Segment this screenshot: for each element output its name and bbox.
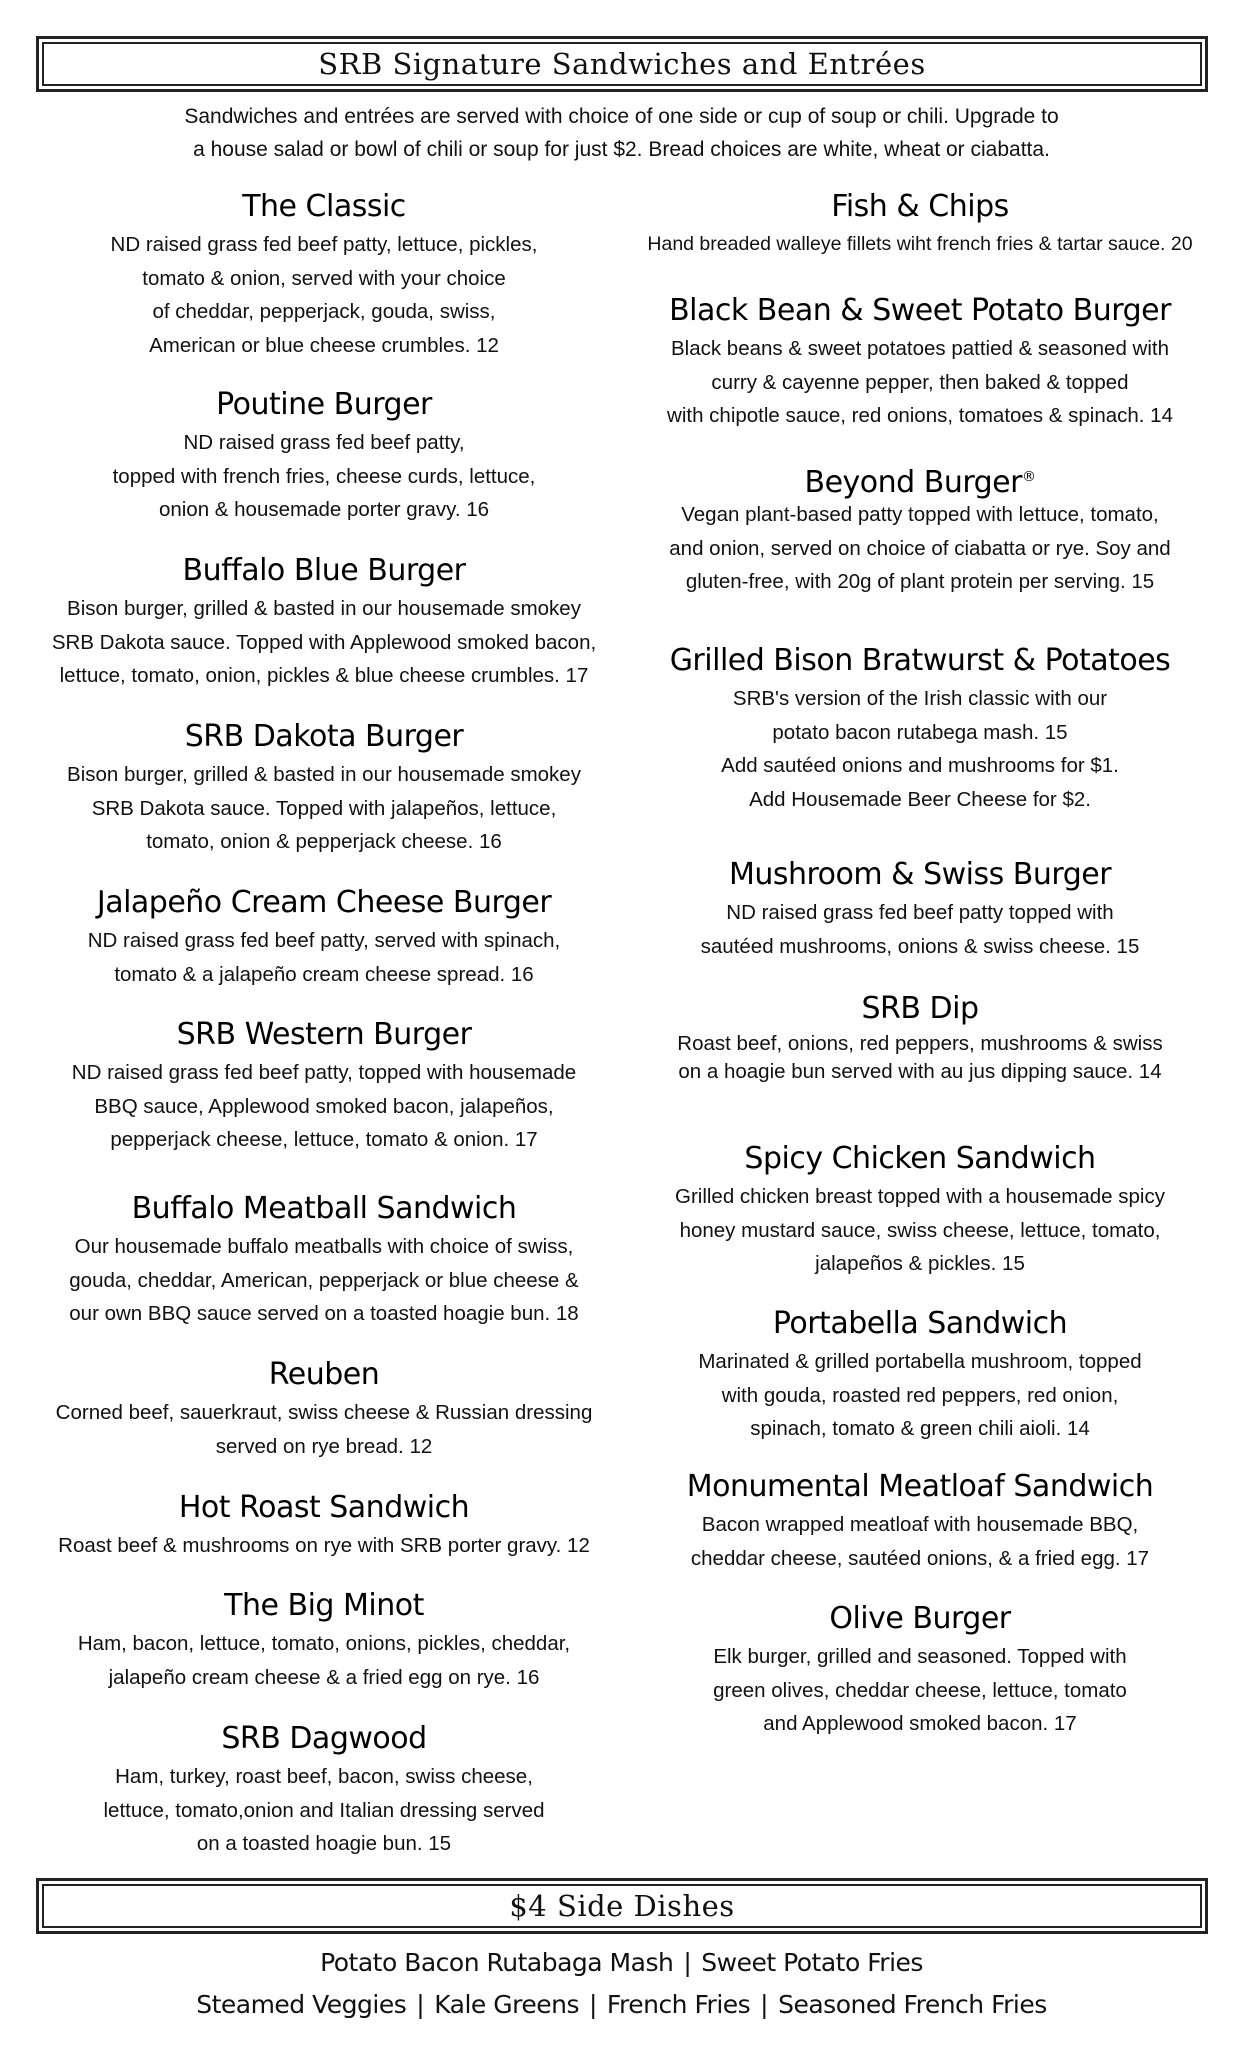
- item-name: Mushroom & Swiss Burger: [728, 857, 1112, 892]
- side-dish: Seasoned French Fries: [778, 1990, 1047, 2019]
- item-description: ND raised grass fed beef patty, topped with french fries, cheese curds, lettuce, onion & housemade porter gravy. 16: [112, 431, 536, 521]
- item-name: Jalapeño Cream Cheese Burger: [96, 885, 552, 920]
- item-name: Black Bean & Sweet Potato Burger: [669, 293, 1171, 328]
- section-banner-sides: [36, 1878, 1208, 1934]
- item-name: Reuben: [268, 1357, 380, 1392]
- item-name: The Classic: [242, 189, 406, 224]
- item-description: Grilled chicken breast topped with a housemade spicy honey mustard sauce, swiss cheese, lettuce, tomato, jalapeños & pickles. 15: [675, 1185, 1165, 1275]
- item-name: Spicy Chicken Sandwich: [744, 1141, 1096, 1176]
- item-description: Roast beef, onions, red peppers, mushrooms & swiss on a hoagie bun served with au jus dipping sauce. 14: [677, 1032, 1163, 1083]
- item-name: Portabella Sandwich: [772, 1306, 1068, 1341]
- item-name: Hot Roast Sandwich: [178, 1490, 470, 1525]
- item-description: Ham, turkey, roast beef, bacon, swiss cheese, lettuce, tomato,onion and Italian dressing served on a toasted hoagie bun. 15: [103, 1765, 545, 1855]
- item-name: The Big Minot: [224, 1588, 424, 1623]
- item-name: SRB Dip: [861, 991, 979, 1026]
- section-title: $4 Side Dishes: [42, 1884, 1202, 1928]
- item-name: Grilled Bison Bratwurst & Potatoes: [669, 643, 1171, 678]
- item-name: Olive Burger: [829, 1601, 1011, 1636]
- menu-item: [24, 1720, 624, 1861]
- item-name: SRB Dakota Burger: [184, 719, 464, 754]
- sides-line-1: [0, 1943, 1243, 1983]
- item-description: Roast beef & mushrooms on rye with SRB porter gravy. 12: [58, 1534, 590, 1557]
- separator: |: [416, 1990, 425, 2019]
- side-dish: Sweet Potato Fries: [701, 1948, 923, 1977]
- menu-item: [24, 386, 624, 527]
- item-name-text: Beyond Burger: [804, 465, 1022, 500]
- item-name: [620, 458, 1220, 498]
- menu-item: [620, 1140, 1220, 1281]
- separator: |: [683, 1948, 692, 1977]
- item-description: Our housemade buffalo meatballs with choice of swiss, gouda, cheddar, American, pepperjack or blue cheese & our own BBQ sauce served on a toasted hoagie bun. 18: [69, 1235, 579, 1325]
- item-description: Elk burger, grilled and seasoned. Topped with green olives, cheddar cheese, lettuce, tomato and Applewood smoked bacon. 17: [713, 1645, 1127, 1735]
- menu-item: [620, 1600, 1220, 1741]
- item-name: SRB Dagwood: [221, 1721, 427, 1756]
- item-description: Vegan plant-based patty topped with lettuce, tomato, and onion, served on choice of ciabatta or rye. Soy and gluten-free, with 20g of plant protein per serving. 15: [669, 503, 1171, 593]
- menu-item: [620, 292, 1220, 433]
- item-description: Ham, bacon, lettuce, tomato, onions, pickles, cheddar, jalapeño cream cheese & a fried egg on rye. 16: [77, 1632, 571, 1689]
- menu-item: [620, 990, 1220, 1086]
- side-dish: Steamed Veggies: [196, 1990, 407, 2019]
- item-description: ND raised grass fed beef patty topped with sautéed mushrooms, onions & swiss cheese. 15: [700, 901, 1140, 958]
- item-description: SRB's version of the Irish classic with our potato bacon rutabega mash. 15 Add sautéed onions and mushrooms for $1. Add Housemade Beer Cheese for $2.: [721, 687, 1119, 811]
- side-dish: French Fries: [606, 1990, 751, 2019]
- separator: |: [588, 1990, 597, 2019]
- menu-item: [24, 1356, 624, 1463]
- item-description: Bison burger, grilled & basted in our housemade smokey SRB Dakota sauce. Topped with jalapeños, lettuce, tomato, onion & pepperjack cheese. 16: [67, 763, 581, 853]
- item-description: ND raised grass fed beef patty, lettuce, pickles, tomato & onion, served with your choice of cheddar, pepperjack, gouda, swiss, American or blue cheese crumbles. 12: [110, 233, 538, 357]
- item-name: Buffalo Blue Burger: [182, 553, 466, 588]
- item-description: Hand breaded walleye fillets wiht french fries & tartar sauce. 20: [647, 233, 1193, 255]
- item-description: ND raised grass fed beef patty, topped with housemade BBQ sauce, Applewood smoked bacon, jalapeños, pepperjack cheese, lettuce, tomato & onion. 17: [71, 1061, 577, 1151]
- item-name: Poutine Burger: [216, 387, 432, 422]
- menu-item: [24, 1587, 624, 1694]
- section-banner-sandwiches: [36, 36, 1208, 92]
- item-name: Buffalo Meatball Sandwich: [131, 1191, 517, 1226]
- intro-text: Sandwiches and entrées are served with choice of one side or cup of soup or chili. Upgrade to a house salad or bowl of chili or soup for just $2. Bread choices are white, wheat or ciabatta.: [184, 105, 1059, 161]
- side-dish: Potato Bacon Rutabaga Mash: [320, 1948, 674, 1977]
- menu-item: [620, 1305, 1220, 1446]
- item-name: Monumental Meatloaf Sandwich: [686, 1469, 1154, 1504]
- menu-item: [620, 188, 1220, 262]
- menu-item: [24, 1190, 624, 1331]
- item-name: Fish & Chips: [831, 189, 1009, 224]
- menu-item: [24, 884, 624, 991]
- menu-item: [24, 1016, 624, 1157]
- item-description: ND raised grass fed beef patty, served with spinach, tomato & a jalapeño cream cheese spread. 16: [87, 929, 561, 986]
- menu-item: [24, 1489, 624, 1563]
- separator: |: [760, 1990, 769, 2019]
- menu-item: [24, 188, 624, 362]
- sides-line-2: [0, 1985, 1243, 2025]
- menu-item: [24, 718, 624, 859]
- section-title: SRB Signature Sandwiches and Entrées: [42, 42, 1202, 86]
- menu-item: [620, 1468, 1220, 1575]
- item-description: Marinated & grilled portabella mushroom, topped with gouda, roasted red peppers, red onion, spinach, tomato & green chili aioli. 14: [698, 1350, 1142, 1440]
- item-description: Bison burger, grilled & basted in our housemade smokey SRB Dakota sauce. Topped with Applewood smoked bacon, lettuce, tomato, onion, pickles & blue cheese crumbles. 17: [51, 597, 597, 687]
- menu-item: [620, 458, 1220, 599]
- item-description: Bacon wrapped meatloaf with housemade BBQ, cheddar cheese, sautéed onions, & a fried egg. 17: [690, 1513, 1150, 1570]
- menu-item: [24, 552, 624, 693]
- registered-mark: ®: [1021, 469, 1036, 485]
- item-name: SRB Western Burger: [176, 1017, 472, 1052]
- menu-item: [620, 856, 1220, 963]
- side-dish: Kale Greens: [434, 1990, 579, 2019]
- item-description: Corned beef, sauerkraut, swiss cheese & Russian dressing served on rye bread. 12: [55, 1401, 593, 1458]
- menu-item: [620, 642, 1220, 816]
- item-description: Black beans & sweet potatoes pattied & seasoned with curry & cayenne pepper, then baked & topped with chipotle sauce, red onions, tomatoes & spinach. 14: [667, 337, 1173, 427]
